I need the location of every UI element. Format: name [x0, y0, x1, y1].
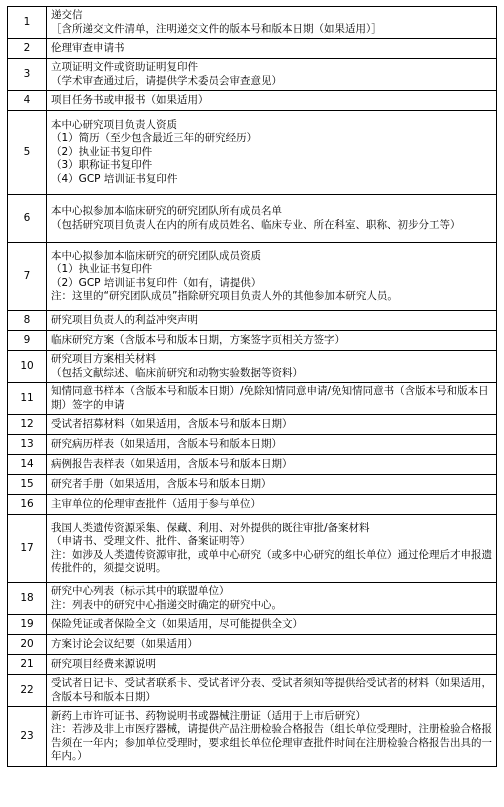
content-line: 主审单位的伦理审查批件（适用于参与单位）	[51, 497, 261, 510]
row-number: 11	[8, 383, 47, 415]
row-content	[47, 675, 497, 707]
row-number: 8	[8, 311, 47, 331]
content-line: 注：若涉及非上市医疗器械，请提供产品注册检验合格报告（组长单位受理时，注册检验合格报告须在一年内；参加单位受理时，要求组长单位伦理审查批件时间在注册检验合格报告出具的一年内。）	[51, 723, 492, 762]
content-line: （1）简历（至少包含最近三年的研究经历）	[51, 132, 258, 145]
content-line: 项目任务书或申报书（如果适用）	[51, 93, 209, 106]
table-row	[8, 415, 497, 435]
row-content	[47, 59, 497, 91]
content-line: 研究中心列表（标示其中的联盟单位）	[51, 585, 230, 598]
table-row	[8, 311, 497, 331]
table-row	[8, 675, 497, 707]
table-row	[8, 91, 497, 111]
content-line: 伦理审查申请书	[51, 41, 125, 54]
content-line: 受试者日记卡、受试者联系卡、受试者评分表、受试者须知等提供给受试者的材料（如果适用，含版本号和版本日期）	[51, 677, 492, 703]
row-number: 6	[8, 195, 47, 243]
content-line: （1）执业证书复印件	[51, 263, 153, 276]
row-number: 12	[8, 415, 47, 435]
table-row	[8, 455, 497, 475]
row-number: 15	[8, 475, 47, 495]
row-number: 23	[8, 707, 47, 767]
row-content	[47, 383, 497, 415]
row-number: 20	[8, 635, 47, 655]
content-line: 递交信	[51, 9, 83, 22]
row-content	[47, 111, 497, 195]
row-content	[47, 455, 497, 475]
content-line: 临床研究方案（含版本号和版本日期，方案签字页相关方签字）	[51, 333, 345, 346]
content-line: 研究项目经费来源说明	[51, 657, 156, 670]
table-row	[8, 435, 497, 455]
table-row	[8, 39, 497, 59]
row-content	[47, 7, 497, 39]
table-row	[8, 515, 497, 583]
row-content	[47, 583, 497, 615]
row-content	[47, 91, 497, 111]
row-number: 17	[8, 515, 47, 583]
table-row	[8, 655, 497, 675]
table-row	[8, 351, 497, 383]
content-line: 本中心拟参加本临床研究的研究团队所有成员名单	[51, 205, 282, 218]
content-line: （2）GCP 培训证书复印件（如有，请提供）	[51, 276, 262, 289]
content-line: 研究项目负责人的利益冲突声明	[51, 313, 198, 326]
row-number: 7	[8, 243, 47, 311]
content-line: （3）职称证书复印件	[51, 159, 153, 172]
row-number: 19	[8, 615, 47, 635]
content-line: 方案讨论会议纪要（如果适用）	[51, 637, 198, 650]
content-line: （包括研究项目负责人在内的所有成员姓名、临床专业、所在科室、职称、初步分工等）	[51, 218, 461, 231]
row-number: 4	[8, 91, 47, 111]
row-content	[47, 635, 497, 655]
row-number: 2	[8, 39, 47, 59]
submission-documents-table	[7, 6, 497, 767]
row-content	[47, 655, 497, 675]
row-number: 22	[8, 675, 47, 707]
content-line: 知情同意书样本（含版本号和版本日期）/免除知情同意申请/免知情同意书（含版本号和版本日期）签字的申请	[51, 385, 489, 411]
content-line: 研究者手册（如果适用，含版本号和版本日期）	[51, 477, 272, 490]
table-row	[8, 195, 497, 243]
content-line: 注：列表中的研究中心指递交时确定的研究中心。	[51, 598, 282, 611]
content-line: （申请书、受理文件、批件、备案证明等）	[51, 535, 251, 548]
row-number: 5	[8, 111, 47, 195]
content-line: 本中心拟参加本临床研究的研究团队成员资质	[51, 249, 261, 262]
content-line: （4）GCP 培训证书复印件	[51, 172, 178, 185]
table-row	[8, 495, 497, 515]
row-content	[47, 615, 497, 635]
row-content	[47, 243, 497, 311]
content-line: （学术审查通过后，请提供学术委员会审查意见）	[51, 74, 282, 87]
table-row	[8, 635, 497, 655]
row-content	[47, 515, 497, 583]
row-content	[47, 351, 497, 383]
row-number: 10	[8, 351, 47, 383]
content-line: （2）执业证书复印件	[51, 145, 153, 158]
row-content	[47, 495, 497, 515]
content-line: 受试者招募材料（如果适用，含版本号和版本日期）	[51, 417, 293, 430]
content-line: 新药上市许可证书、药物说明书或器械注册证（适用于上市后研究）	[51, 709, 366, 722]
row-content	[47, 415, 497, 435]
row-content	[47, 707, 497, 767]
content-line: 注：这里的“研究团队成员”指除研究项目负责人外的其他参加本研究人员。	[51, 289, 398, 302]
row-number: 1	[8, 7, 47, 39]
content-line: （包括文献综述、临床前研究和动物实验数据等资料）	[51, 366, 303, 379]
content-line: 保险凭证或者保险全文（如果适用，尽可能提供全文）	[51, 617, 303, 630]
table-row	[8, 475, 497, 495]
row-number: 21	[8, 655, 47, 675]
table-row	[8, 243, 497, 311]
table-row	[8, 7, 497, 39]
content-line: 注：如涉及人类遗传资源审批，或单中心研究（或多中心研究的组长单位）通过伦理后才申报遗传批件的，须提交说明。	[51, 548, 492, 574]
row-content	[47, 195, 497, 243]
content-line: 本中心研究项目负责人资质	[51, 118, 177, 131]
row-number: 14	[8, 455, 47, 475]
row-content	[47, 311, 497, 331]
row-content	[47, 331, 497, 351]
table-row	[8, 707, 497, 767]
content-line: 病例报告表样表（如果适用，含版本号和版本日期）	[51, 457, 293, 470]
content-line: 立项证明文件或资助证明复印件	[51, 61, 198, 74]
table-row	[8, 331, 497, 351]
row-number: 3	[8, 59, 47, 91]
row-content	[47, 475, 497, 495]
content-line: 研究项目方案相关材料	[51, 353, 156, 366]
row-number: 18	[8, 583, 47, 615]
table-row	[8, 383, 497, 415]
row-content	[47, 435, 497, 455]
table-row	[8, 59, 497, 91]
content-line: 研究病历样表（如果适用，含版本号和版本日期）	[51, 437, 282, 450]
row-number: 9	[8, 331, 47, 351]
row-content	[47, 39, 497, 59]
row-number: 16	[8, 495, 47, 515]
content-line: 我国人类遗传资源采集、保藏、利用、对外提供的既往审批/备案材料	[51, 521, 370, 534]
table-row	[8, 583, 497, 615]
table-row	[8, 111, 497, 195]
content-line: ［含所递交文件清单，注明递交文件的版本号和版本日期（如果适用）］	[51, 22, 382, 35]
table-row	[8, 615, 497, 635]
row-number: 13	[8, 435, 47, 455]
